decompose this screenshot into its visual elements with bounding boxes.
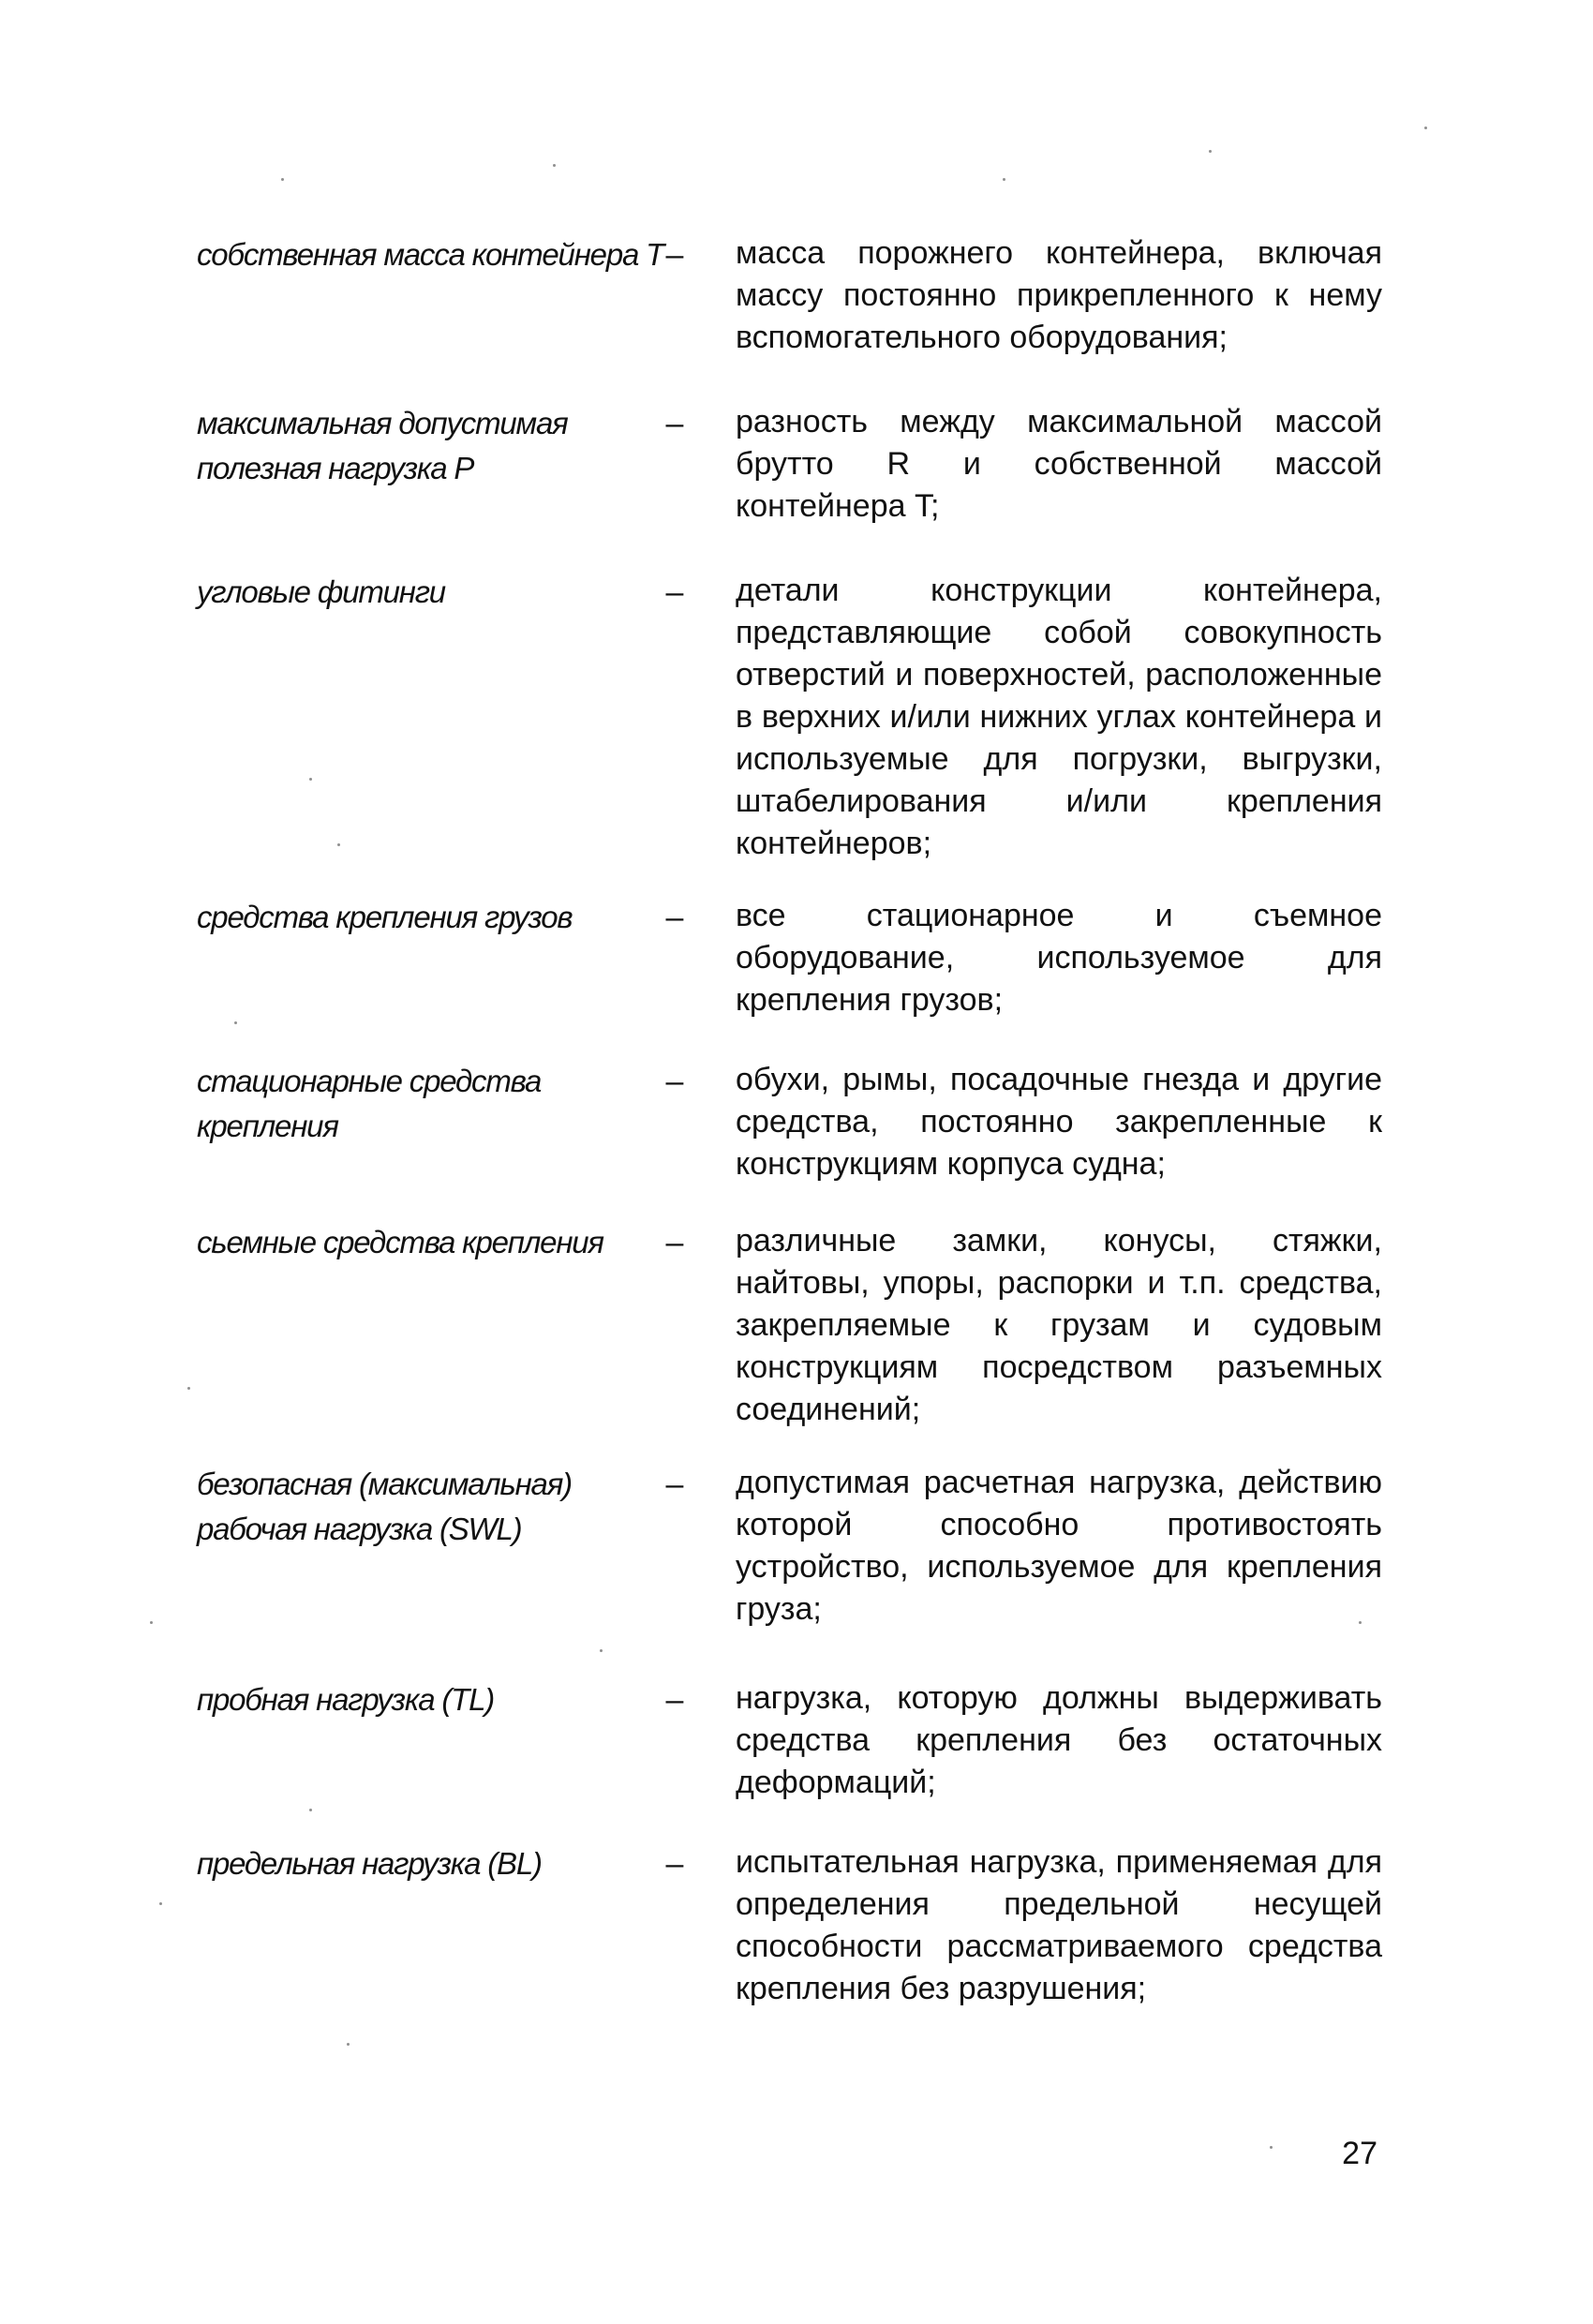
dash: – bbox=[665, 1225, 684, 1260]
dash: – bbox=[665, 900, 684, 935]
scan-speck bbox=[281, 178, 284, 181]
term: сьемные средства крепления bbox=[197, 1225, 603, 1259]
definition: допустимая расчетная нагрузка, действию которой способно противостоять устройство, используемое для крепления груза; bbox=[736, 1465, 1382, 1627]
dash: – bbox=[665, 406, 684, 441]
term: безопасная (максимальная) рабочая нагрузка (SWL) bbox=[197, 1467, 572, 1546]
scan-speck bbox=[347, 2043, 350, 2046]
scan-speck bbox=[309, 1809, 312, 1811]
page-number: 27 bbox=[1342, 2136, 1377, 2171]
definition: разность между максимальной массой брутто R и собственной массой контейнера T; bbox=[736, 404, 1382, 524]
scan-speck bbox=[187, 1387, 190, 1390]
term: стационарные средства крепления bbox=[197, 1064, 542, 1143]
dash: – bbox=[665, 1682, 684, 1718]
scan-speck bbox=[234, 1021, 237, 1024]
scan-speck bbox=[337, 843, 340, 846]
definition: испытательная нагрузка, применяемая для определения предельной несущей способности рассматриваемого средства крепления без разрушения; bbox=[736, 1844, 1382, 2006]
dash: – bbox=[665, 574, 684, 610]
scan-speck bbox=[1003, 178, 1005, 181]
definition: все стационарное и съемное оборудование, используемое для крепления грузов; bbox=[736, 898, 1382, 1018]
term: угловые фитинги bbox=[197, 574, 445, 609]
scan-speck bbox=[1359, 1621, 1362, 1624]
definition: нагрузка, которую должны выдерживать средства крепления без остаточных деформаций; bbox=[736, 1680, 1382, 1800]
dash: – bbox=[665, 1846, 684, 1882]
scan-speck bbox=[1209, 150, 1212, 153]
dash: – bbox=[665, 237, 684, 273]
term: предельная нагрузка (BL) bbox=[197, 1846, 542, 1881]
dash: – bbox=[665, 1064, 684, 1099]
term: средства крепления грузов bbox=[197, 900, 573, 934]
term: максимальная допустимая полезная нагрузка P bbox=[197, 406, 568, 485]
scan-speck bbox=[1424, 127, 1427, 129]
definition: обухи, рымы, посадочные гнезда и другие средства, постоянно закрепленные к конструкциям корпуса судна; bbox=[736, 1062, 1382, 1182]
term: собственная масса контейнера T bbox=[197, 237, 664, 272]
dash: – bbox=[665, 1467, 684, 1502]
scan-speck bbox=[150, 1621, 153, 1624]
definition: детали конструкции контейнера, представляющие собой совокупность отверстий и поверхностей, расположенные в верхних и/или нижних углах контейнера и используемые для погрузки, выгрузки, штабелирования и/или крепления контейнеров; bbox=[736, 573, 1382, 861]
scan-speck bbox=[553, 164, 556, 167]
scan-speck bbox=[1270, 2146, 1273, 2149]
scan-speck bbox=[600, 1649, 603, 1652]
scan-speck bbox=[159, 1902, 162, 1905]
definition: различные замки, конусы, стяжки, найтовы, упоры, распорки и т.п. средства, закрепляемые к грузам и судовым конструкциям посредством разъемных соединений; bbox=[736, 1223, 1382, 1427]
scan-speck bbox=[309, 778, 312, 781]
definition: масса порожнего контейнера, включая массу постоянно прикрепленного к нему вспомогательного оборудования; bbox=[736, 235, 1382, 355]
term: пробная нагрузка (TL) bbox=[197, 1682, 495, 1717]
